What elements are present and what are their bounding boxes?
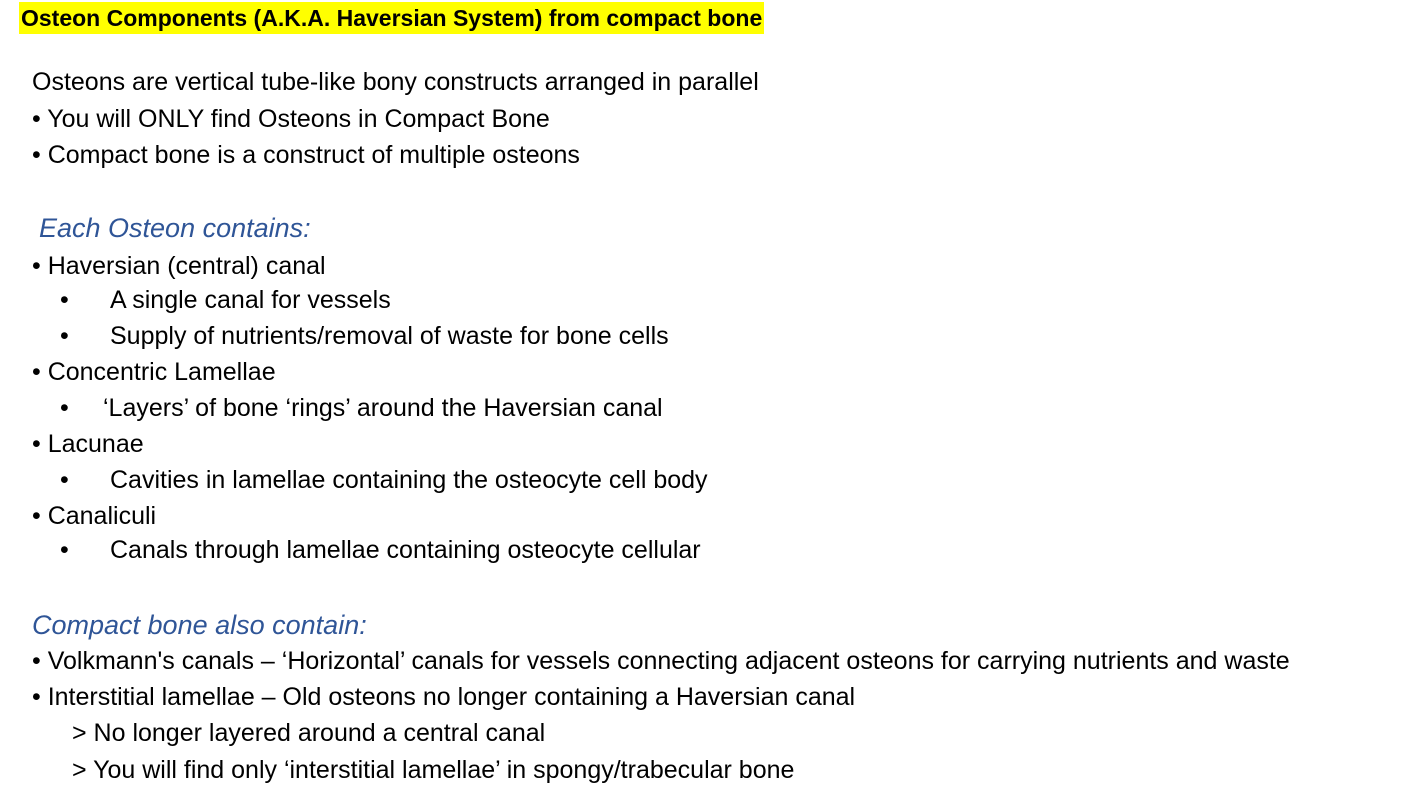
sub-bullet-marker: • [60, 536, 69, 564]
compact-item-interstitial: • Interstitial lamellae – Old osteons no longer containing a Haversian canal [32, 683, 856, 711]
intro-bullet-1: • You will ONLY find Osteons in Compact Bone [32, 105, 550, 133]
osteon-item-lamellae: • Concentric Lamellae [32, 358, 276, 386]
compact-item-volkmann: • Volkmann's canals – ‘Horizontal’ canals for vessels connecting adjacent osteons for carrying nutrients and waste [32, 647, 1290, 675]
page-title: Osteon Components (A.K.A. Haversian System) from compact bone [19, 2, 764, 34]
compact-section-heading: Compact bone also contain: [32, 610, 367, 640]
osteon-sub-item: Canals through lamellae containing osteocyte cellular [110, 536, 701, 564]
intro-bullet-2: • Compact bone is a construct of multiple osteons [32, 141, 580, 169]
sub-bullet-marker: • [60, 466, 69, 494]
osteon-section-heading: Each Osteon contains: [39, 213, 311, 243]
osteon-sub-item: ‘Layers’ of bone ‘rings’ around the Haversian canal [103, 394, 663, 422]
osteon-item-canaliculi: • Canaliculi [32, 502, 157, 530]
sub-bullet-marker: • [60, 286, 69, 314]
compact-sub-item: > You will find only ‘interstitial lamellae’ in spongy/trabecular bone [72, 756, 795, 784]
compact-sub-item: > No longer layered around a central canal [72, 719, 546, 747]
osteon-item-haversian: • Haversian (central) canal [32, 252, 326, 280]
osteon-item-lacunae: • Lacunae [32, 430, 144, 458]
osteon-sub-item: Cavities in lamellae containing the osteocyte cell body [110, 466, 708, 494]
osteon-sub-item: Supply of nutrients/removal of waste for bone cells [110, 322, 669, 350]
sub-bullet-marker: • [60, 322, 69, 350]
osteon-sub-item: A single canal for vessels [110, 286, 391, 314]
intro-text: Osteons are vertical tube-like bony constructs arranged in parallel [32, 68, 759, 96]
sub-bullet-marker: • [60, 394, 69, 422]
